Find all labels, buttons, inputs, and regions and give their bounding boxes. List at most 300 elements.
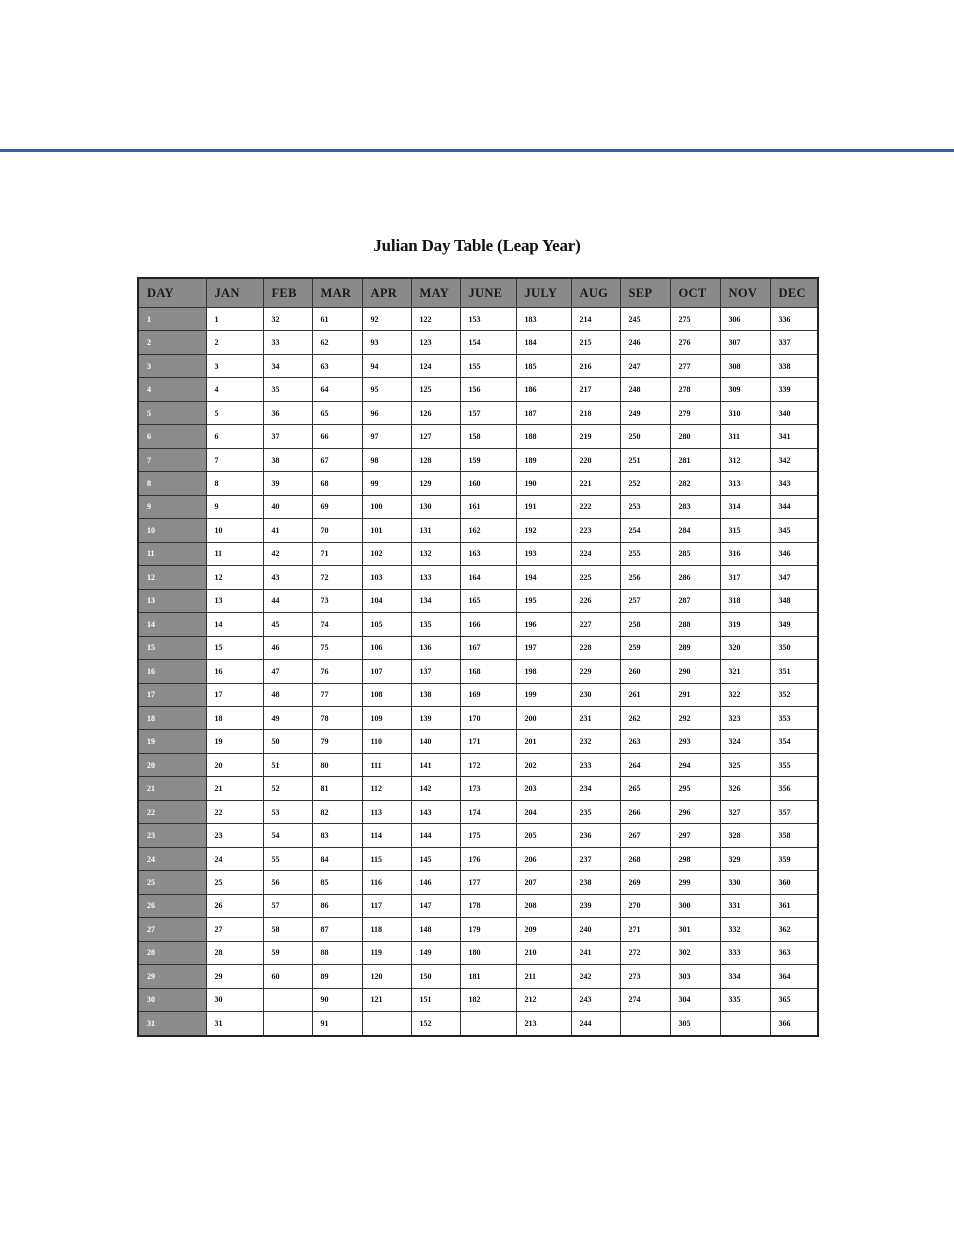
julian-day-cell: 156 bbox=[460, 378, 516, 401]
column-header-jan: JAN bbox=[206, 278, 263, 308]
julian-day-cell: 38 bbox=[263, 448, 312, 471]
julian-day-cell: 16 bbox=[206, 660, 263, 683]
julian-day-cell: 186 bbox=[516, 378, 571, 401]
julian-day-cell: 288 bbox=[670, 613, 720, 636]
julian-day-cell: 250 bbox=[620, 425, 670, 448]
julian-day-cell: 353 bbox=[770, 706, 818, 729]
julian-day-cell: 137 bbox=[411, 660, 460, 683]
julian-day-cell: 253 bbox=[620, 495, 670, 518]
julian-day-cell: 150 bbox=[411, 965, 460, 988]
julian-day-cell: 83 bbox=[312, 824, 362, 847]
julian-day-cell: 349 bbox=[770, 613, 818, 636]
julian-day-cell: 104 bbox=[362, 589, 411, 612]
julian-day-cell: 172 bbox=[460, 753, 516, 776]
julian-day-cell: 341 bbox=[770, 425, 818, 448]
julian-day-cell: 217 bbox=[571, 378, 620, 401]
julian-day-cell: 303 bbox=[670, 965, 720, 988]
julian-day-cell: 14 bbox=[206, 613, 263, 636]
julian-day-cell: 297 bbox=[670, 824, 720, 847]
julian-day-cell: 236 bbox=[571, 824, 620, 847]
julian-day-cell: 330 bbox=[720, 871, 770, 894]
julian-day-cell: 32 bbox=[263, 308, 312, 331]
julian-day-cell: 93 bbox=[362, 331, 411, 354]
julian-day-cell: 100 bbox=[362, 495, 411, 518]
julian-day-cell: 360 bbox=[770, 871, 818, 894]
table-body bbox=[138, 308, 818, 1037]
julian-day-cell: 352 bbox=[770, 683, 818, 706]
julian-day-cell: 338 bbox=[770, 354, 818, 377]
table-row bbox=[138, 425, 818, 448]
julian-day-cell: 132 bbox=[411, 542, 460, 565]
julian-day-cell: 121 bbox=[362, 988, 411, 1011]
julian-day-cell: 145 bbox=[411, 847, 460, 870]
table-row bbox=[138, 988, 818, 1011]
julian-day-cell: 25 bbox=[206, 871, 263, 894]
julian-day-cell: 189 bbox=[516, 448, 571, 471]
julian-day-cell: 212 bbox=[516, 988, 571, 1011]
julian-day-cell: 79 bbox=[312, 730, 362, 753]
julian-day-cell: 50 bbox=[263, 730, 312, 753]
day-cell: 7 bbox=[138, 448, 206, 471]
julian-day-cell: 125 bbox=[411, 378, 460, 401]
table-title: Julian Day Table (Leap Year) bbox=[373, 236, 581, 255]
table-row bbox=[138, 660, 818, 683]
julian-day-cell: 224 bbox=[571, 542, 620, 565]
julian-day-cell: 281 bbox=[670, 448, 720, 471]
julian-day-cell: 58 bbox=[263, 918, 312, 941]
julian-day-cell: 263 bbox=[620, 730, 670, 753]
julian-day-cell: 7 bbox=[206, 448, 263, 471]
julian-day-cell: 59 bbox=[263, 941, 312, 964]
julian-day-cell: 48 bbox=[263, 683, 312, 706]
julian-day-cell: 29 bbox=[206, 965, 263, 988]
julian-day-cell: 71 bbox=[312, 542, 362, 565]
julian-day-cell: 269 bbox=[620, 871, 670, 894]
julian-day-cell: 343 bbox=[770, 472, 818, 495]
julian-day-cell: 299 bbox=[670, 871, 720, 894]
column-header-mar: MAR bbox=[312, 278, 362, 308]
julian-day-table bbox=[137, 277, 819, 1037]
julian-day-cell: 138 bbox=[411, 683, 460, 706]
julian-day-cell: 308 bbox=[720, 354, 770, 377]
julian-day-cell: 278 bbox=[670, 378, 720, 401]
julian-day-cell: 188 bbox=[516, 425, 571, 448]
julian-day-cell: 190 bbox=[516, 472, 571, 495]
julian-day-cell: 120 bbox=[362, 965, 411, 988]
julian-day-cell: 36 bbox=[263, 401, 312, 424]
julian-day-cell: 246 bbox=[620, 331, 670, 354]
julian-day-cell: 276 bbox=[670, 331, 720, 354]
julian-day-cell: 362 bbox=[770, 918, 818, 941]
table-row bbox=[138, 401, 818, 424]
table-row bbox=[138, 941, 818, 964]
julian-day-cell: 5 bbox=[206, 401, 263, 424]
julian-day-cell: 187 bbox=[516, 401, 571, 424]
julian-day-cell: 327 bbox=[720, 800, 770, 823]
julian-day-cell: 55 bbox=[263, 847, 312, 870]
julian-day-cell: 366 bbox=[770, 1012, 818, 1036]
julian-day-cell: 317 bbox=[720, 566, 770, 589]
julian-day-cell: 207 bbox=[516, 871, 571, 894]
julian-day-cell: 214 bbox=[571, 308, 620, 331]
table-row bbox=[138, 753, 818, 776]
julian-day-cell: 332 bbox=[720, 918, 770, 941]
julian-day-cell: 46 bbox=[263, 636, 312, 659]
julian-day-cell: 178 bbox=[460, 894, 516, 917]
julian-day-cell: 57 bbox=[263, 894, 312, 917]
day-cell: 1 bbox=[138, 308, 206, 331]
julian-day-cell: 185 bbox=[516, 354, 571, 377]
julian-day-cell: 198 bbox=[516, 660, 571, 683]
julian-day-cell: 134 bbox=[411, 589, 460, 612]
julian-day-cell: 335 bbox=[720, 988, 770, 1011]
julian-day-cell: 82 bbox=[312, 800, 362, 823]
julian-day-cell: 259 bbox=[620, 636, 670, 659]
julian-day-cell: 365 bbox=[770, 988, 818, 1011]
julian-day-cell: 209 bbox=[516, 918, 571, 941]
julian-day-cell: 133 bbox=[411, 566, 460, 589]
julian-day-cell: 21 bbox=[206, 777, 263, 800]
julian-day-cell: 340 bbox=[770, 401, 818, 424]
day-cell: 14 bbox=[138, 613, 206, 636]
julian-day-cell: 111 bbox=[362, 753, 411, 776]
julian-day-cell: 166 bbox=[460, 613, 516, 636]
table-row bbox=[138, 589, 818, 612]
julian-day-cell: 193 bbox=[516, 542, 571, 565]
julian-day-cell: 68 bbox=[312, 472, 362, 495]
julian-day-cell: 345 bbox=[770, 519, 818, 542]
julian-day-cell: 8 bbox=[206, 472, 263, 495]
julian-day-cell: 18 bbox=[206, 706, 263, 729]
julian-day-cell: 292 bbox=[670, 706, 720, 729]
column-header-aug: AUG bbox=[571, 278, 620, 308]
day-cell: 19 bbox=[138, 730, 206, 753]
julian-day-cell: 66 bbox=[312, 425, 362, 448]
julian-day-cell: 27 bbox=[206, 918, 263, 941]
julian-day-cell: 44 bbox=[263, 589, 312, 612]
julian-day-cell: 294 bbox=[670, 753, 720, 776]
top-rule bbox=[0, 149, 954, 152]
day-cell: 18 bbox=[138, 706, 206, 729]
julian-day-cell: 229 bbox=[571, 660, 620, 683]
julian-day-cell: 10 bbox=[206, 519, 263, 542]
julian-day-cell: 164 bbox=[460, 566, 516, 589]
julian-day-cell: 136 bbox=[411, 636, 460, 659]
day-cell: 3 bbox=[138, 354, 206, 377]
column-header-day: DAY bbox=[138, 278, 206, 308]
julian-day-cell: 241 bbox=[571, 941, 620, 964]
julian-day-cell: 158 bbox=[460, 425, 516, 448]
julian-day-cell: 72 bbox=[312, 566, 362, 589]
table-row bbox=[138, 636, 818, 659]
julian-day-cell: 6 bbox=[206, 425, 263, 448]
julian-day-cell: 318 bbox=[720, 589, 770, 612]
julian-day-cell: 175 bbox=[460, 824, 516, 847]
julian-day-cell: 96 bbox=[362, 401, 411, 424]
julian-day-cell: 282 bbox=[670, 472, 720, 495]
day-cell: 2 bbox=[138, 331, 206, 354]
julian-day-cell: 88 bbox=[312, 941, 362, 964]
table-row bbox=[138, 730, 818, 753]
julian-day-cell: 296 bbox=[670, 800, 720, 823]
julian-day-cell: 203 bbox=[516, 777, 571, 800]
julian-day-cell: 24 bbox=[206, 847, 263, 870]
julian-day-cell: 208 bbox=[516, 894, 571, 917]
julian-day-cell: 155 bbox=[460, 354, 516, 377]
julian-day-cell: 115 bbox=[362, 847, 411, 870]
julian-day-cell: 232 bbox=[571, 730, 620, 753]
julian-day-cell: 183 bbox=[516, 308, 571, 331]
table-row bbox=[138, 378, 818, 401]
julian-day-cell: 191 bbox=[516, 495, 571, 518]
julian-day-cell: 128 bbox=[411, 448, 460, 471]
julian-day-cell: 64 bbox=[312, 378, 362, 401]
table-row bbox=[138, 706, 818, 729]
table-row bbox=[138, 824, 818, 847]
julian-day-cell: 80 bbox=[312, 753, 362, 776]
table-row bbox=[138, 894, 818, 917]
julian-day-cell: 130 bbox=[411, 495, 460, 518]
julian-day-cell: 199 bbox=[516, 683, 571, 706]
julian-day-cell: 321 bbox=[720, 660, 770, 683]
julian-day-cell: 192 bbox=[516, 519, 571, 542]
day-cell: 6 bbox=[138, 425, 206, 448]
julian-day-cell: 346 bbox=[770, 542, 818, 565]
table-header bbox=[138, 278, 818, 308]
julian-day-cell: 257 bbox=[620, 589, 670, 612]
julian-day-cell: 355 bbox=[770, 753, 818, 776]
julian-day-cell: 135 bbox=[411, 613, 460, 636]
julian-day-cell: 235 bbox=[571, 800, 620, 823]
julian-day-cell: 76 bbox=[312, 660, 362, 683]
julian-day-cell: 67 bbox=[312, 448, 362, 471]
julian-day-cell: 127 bbox=[411, 425, 460, 448]
julian-day-cell: 277 bbox=[670, 354, 720, 377]
julian-day-cell: 251 bbox=[620, 448, 670, 471]
julian-day-cell: 280 bbox=[670, 425, 720, 448]
julian-day-cell: 240 bbox=[571, 918, 620, 941]
table-row bbox=[138, 354, 818, 377]
julian-day-cell: 247 bbox=[620, 354, 670, 377]
julian-day-cell: 219 bbox=[571, 425, 620, 448]
julian-day-cell: 153 bbox=[460, 308, 516, 331]
table-row bbox=[138, 871, 818, 894]
day-cell: 31 bbox=[138, 1012, 206, 1036]
julian-day-cell bbox=[720, 1012, 770, 1036]
julian-day-cell: 311 bbox=[720, 425, 770, 448]
day-cell: 22 bbox=[138, 800, 206, 823]
julian-day-cell: 348 bbox=[770, 589, 818, 612]
julian-day-cell: 75 bbox=[312, 636, 362, 659]
julian-day-cell bbox=[263, 988, 312, 1011]
julian-day-cell: 194 bbox=[516, 566, 571, 589]
julian-day-cell: 359 bbox=[770, 847, 818, 870]
julian-day-cell: 70 bbox=[312, 519, 362, 542]
julian-day-cell: 179 bbox=[460, 918, 516, 941]
julian-day-cell: 238 bbox=[571, 871, 620, 894]
day-cell: 29 bbox=[138, 965, 206, 988]
julian-day-cell: 31 bbox=[206, 1012, 263, 1036]
julian-day-cell: 52 bbox=[263, 777, 312, 800]
julian-day-cell: 231 bbox=[571, 706, 620, 729]
julian-day-cell: 65 bbox=[312, 401, 362, 424]
julian-day-cell: 344 bbox=[770, 495, 818, 518]
day-cell: 21 bbox=[138, 777, 206, 800]
julian-day-cell: 173 bbox=[460, 777, 516, 800]
julian-day-cell: 171 bbox=[460, 730, 516, 753]
julian-day-cell: 159 bbox=[460, 448, 516, 471]
julian-day-cell: 309 bbox=[720, 378, 770, 401]
table-row bbox=[138, 542, 818, 565]
julian-day-cell: 305 bbox=[670, 1012, 720, 1036]
julian-day-cell: 97 bbox=[362, 425, 411, 448]
julian-day-cell: 118 bbox=[362, 918, 411, 941]
julian-day-cell: 34 bbox=[263, 354, 312, 377]
julian-day-cell: 323 bbox=[720, 706, 770, 729]
julian-day-cell: 49 bbox=[263, 706, 312, 729]
julian-day-cell: 146 bbox=[411, 871, 460, 894]
julian-day-cell: 161 bbox=[460, 495, 516, 518]
julian-day-cell: 215 bbox=[571, 331, 620, 354]
julian-day-cell: 105 bbox=[362, 613, 411, 636]
julian-day-cell: 202 bbox=[516, 753, 571, 776]
julian-day-cell: 342 bbox=[770, 448, 818, 471]
column-header-july: JULY bbox=[516, 278, 571, 308]
julian-day-cell: 182 bbox=[460, 988, 516, 1011]
julian-day-cell: 86 bbox=[312, 894, 362, 917]
julian-day-cell: 77 bbox=[312, 683, 362, 706]
julian-day-cell: 289 bbox=[670, 636, 720, 659]
julian-day-cell: 131 bbox=[411, 519, 460, 542]
julian-day-cell: 101 bbox=[362, 519, 411, 542]
day-cell: 4 bbox=[138, 378, 206, 401]
julian-day-cell: 293 bbox=[670, 730, 720, 753]
julian-day-cell: 201 bbox=[516, 730, 571, 753]
julian-day-cell: 249 bbox=[620, 401, 670, 424]
julian-day-cell: 233 bbox=[571, 753, 620, 776]
julian-day-cell: 287 bbox=[670, 589, 720, 612]
julian-day-cell: 151 bbox=[411, 988, 460, 1011]
julian-day-cell: 95 bbox=[362, 378, 411, 401]
julian-day-cell: 174 bbox=[460, 800, 516, 823]
day-cell: 26 bbox=[138, 894, 206, 917]
julian-day-cell: 81 bbox=[312, 777, 362, 800]
table-row bbox=[138, 308, 818, 331]
julian-day-cell: 339 bbox=[770, 378, 818, 401]
julian-day-cell: 3 bbox=[206, 354, 263, 377]
julian-day-cell: 302 bbox=[670, 941, 720, 964]
julian-day-cell: 17 bbox=[206, 683, 263, 706]
julian-day-cell: 320 bbox=[720, 636, 770, 659]
table-row bbox=[138, 683, 818, 706]
julian-day-cell: 312 bbox=[720, 448, 770, 471]
julian-day-cell: 167 bbox=[460, 636, 516, 659]
julian-day-cell: 364 bbox=[770, 965, 818, 988]
julian-day-cell: 218 bbox=[571, 401, 620, 424]
day-cell: 25 bbox=[138, 871, 206, 894]
julian-day-cell: 361 bbox=[770, 894, 818, 917]
julian-day-cell: 307 bbox=[720, 331, 770, 354]
julian-day-cell: 298 bbox=[670, 847, 720, 870]
julian-day-cell: 12 bbox=[206, 566, 263, 589]
julian-day-cell: 181 bbox=[460, 965, 516, 988]
julian-day-cell: 90 bbox=[312, 988, 362, 1011]
julian-day-cell: 284 bbox=[670, 519, 720, 542]
julian-day-cell bbox=[362, 1012, 411, 1036]
julian-day-cell: 267 bbox=[620, 824, 670, 847]
julian-day-cell: 54 bbox=[263, 824, 312, 847]
julian-day-cell: 237 bbox=[571, 847, 620, 870]
julian-day-cell: 304 bbox=[670, 988, 720, 1011]
table-row bbox=[138, 331, 818, 354]
julian-day-cell: 334 bbox=[720, 965, 770, 988]
julian-day-cell: 286 bbox=[670, 566, 720, 589]
column-header-nov: NOV bbox=[720, 278, 770, 308]
julian-day-cell: 285 bbox=[670, 542, 720, 565]
day-cell: 27 bbox=[138, 918, 206, 941]
julian-day-cell: 200 bbox=[516, 706, 571, 729]
julian-day-cell: 141 bbox=[411, 753, 460, 776]
julian-day-cell: 117 bbox=[362, 894, 411, 917]
julian-day-cell: 78 bbox=[312, 706, 362, 729]
julian-day-cell: 39 bbox=[263, 472, 312, 495]
julian-day-cell: 291 bbox=[670, 683, 720, 706]
julian-day-cell: 112 bbox=[362, 777, 411, 800]
julian-day-cell bbox=[620, 1012, 670, 1036]
julian-day-cell: 43 bbox=[263, 566, 312, 589]
julian-day-cell: 354 bbox=[770, 730, 818, 753]
julian-day-cell: 63 bbox=[312, 354, 362, 377]
julian-day-cell: 351 bbox=[770, 660, 818, 683]
julian-day-cell: 242 bbox=[571, 965, 620, 988]
julian-day-cell: 325 bbox=[720, 753, 770, 776]
day-cell: 24 bbox=[138, 847, 206, 870]
julian-day-cell: 35 bbox=[263, 378, 312, 401]
julian-day-cell: 123 bbox=[411, 331, 460, 354]
julian-day-cell: 211 bbox=[516, 965, 571, 988]
julian-day-cell: 69 bbox=[312, 495, 362, 518]
julian-day-cell: 275 bbox=[670, 308, 720, 331]
julian-day-cell: 37 bbox=[263, 425, 312, 448]
julian-day-cell: 169 bbox=[460, 683, 516, 706]
julian-day-cell: 216 bbox=[571, 354, 620, 377]
julian-day-cell: 142 bbox=[411, 777, 460, 800]
julian-day-cell: 180 bbox=[460, 941, 516, 964]
julian-day-cell: 279 bbox=[670, 401, 720, 424]
julian-day-cell: 11 bbox=[206, 542, 263, 565]
day-cell: 20 bbox=[138, 753, 206, 776]
julian-day-cell: 316 bbox=[720, 542, 770, 565]
julian-day-cell: 260 bbox=[620, 660, 670, 683]
julian-day-cell: 230 bbox=[571, 683, 620, 706]
julian-day-cell: 206 bbox=[516, 847, 571, 870]
julian-day-cell: 20 bbox=[206, 753, 263, 776]
column-header-feb: FEB bbox=[263, 278, 312, 308]
julian-day-cell: 196 bbox=[516, 613, 571, 636]
julian-day-cell: 106 bbox=[362, 636, 411, 659]
julian-day-cell: 356 bbox=[770, 777, 818, 800]
table-row bbox=[138, 613, 818, 636]
julian-day-cell: 116 bbox=[362, 871, 411, 894]
day-cell: 11 bbox=[138, 542, 206, 565]
julian-day-cell: 122 bbox=[411, 308, 460, 331]
table-row bbox=[138, 519, 818, 542]
julian-day-cell: 147 bbox=[411, 894, 460, 917]
julian-day-cell: 357 bbox=[770, 800, 818, 823]
julian-day-cell: 326 bbox=[720, 777, 770, 800]
julian-day-cell: 22 bbox=[206, 800, 263, 823]
julian-day-cell: 163 bbox=[460, 542, 516, 565]
